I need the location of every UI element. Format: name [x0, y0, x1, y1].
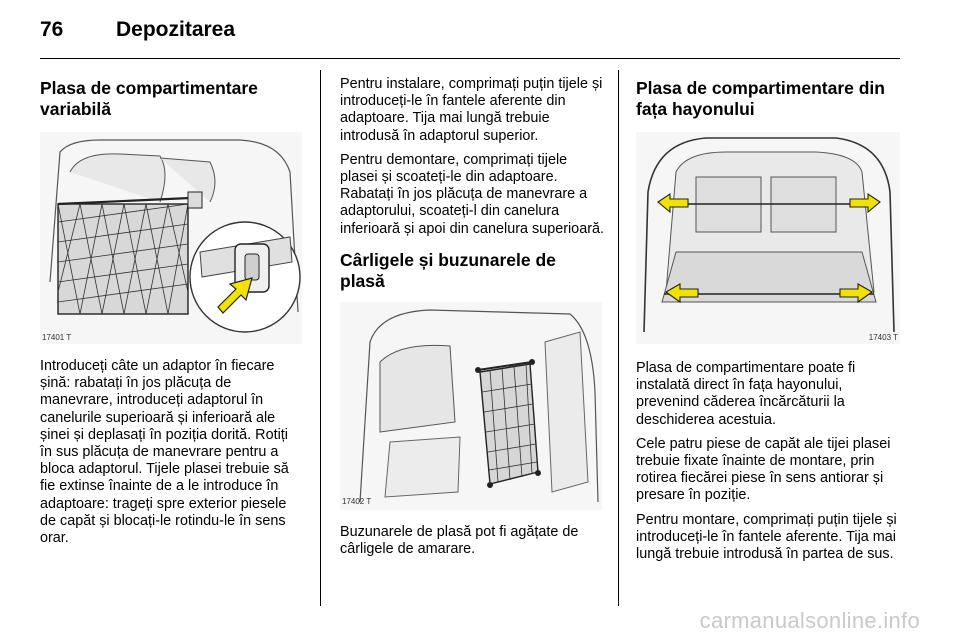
figure-variable-net — [40, 132, 302, 344]
figure-tailgate-net — [636, 132, 900, 344]
heading-variable-net: Plasa de compartimentare variabilă — [40, 78, 258, 119]
paragraph-install-net: Pentru instalare, comprimați puțin tijele și introduceți-le în fantele aferente din adaptoare. Tija mai lungă trebuie introdusă în adaptorul superior. — [340, 76, 603, 144]
paragraph-end-pieces: Cele patru piese de capăt ale tijei plasei trebuie fixate înainte de montare, prin rotirea fiecărei piese în sens antiorar și presare în poziție. — [636, 435, 891, 504]
paragraph-remove-net: Pentru demontare, comprimați tijele plasei și scoateți-le din adaptoare. Rabatați în jos plăcuța de manevrare a adaptorului, scoateți-l din canelura inferioară și apoi din canelura superioară. — [340, 151, 604, 237]
figure-code: 17401 T — [42, 333, 72, 342]
figure-code: 17402 T — [342, 496, 372, 506]
illustration-rail-adaptor — [40, 132, 302, 344]
header-rule — [40, 58, 900, 59]
paragraph-install-adaptor: Introduceți câte un adaptor în fiecare șină: rabatați în jos plăcuța de manevrare, introduceți adaptorul în canelurile superioară și inferioară ale șinei și deplasați în poziția dorită. Rotiți în sus plăcuța de manevrare pentru a bloca adaptorul. Tijele plasei trebuie să fie extinse înainte de a le introduce în adaptoare: trageți spre exterior piesele de capăt și blocați-le rotindu-le în sens orar. — [40, 358, 289, 547]
page-number: 76 — [40, 18, 64, 41]
column-2 — [340, 66, 604, 565]
column-3 — [636, 66, 900, 570]
heading-tailgate-net: Plasa de compartimentare din fața hayonului — [636, 78, 885, 119]
heading-hooks-pockets: Cârligele și buzunarele de plasă — [340, 249, 556, 291]
column-1 — [40, 66, 302, 554]
figure-code: 17403 T — [868, 333, 898, 342]
section-title: Depozitarea — [116, 18, 236, 41]
illustration-tailgate-net — [636, 132, 900, 344]
figure-net-pocket — [340, 302, 602, 510]
cargo-net — [58, 204, 188, 314]
paragraph-tailgate-intro: Plasa de compartimentare poate fi instalată direct în fața hayonului, prevenind căderea încărcăturii la deschiderea acestuia. — [636, 360, 856, 428]
illustration-net-pocket — [340, 302, 602, 510]
paragraph-tailgate-install: Pentru montare, comprimați puțin tijele și introduceți-le în fantele aferente. Tija mai lungă trebuie introdusă în partea de sus. — [636, 511, 897, 563]
column-divider-2 — [618, 70, 619, 606]
paragraph-pockets-hooks: Buzunarele de plasă pot fi agățate de cârligele de amarare. — [340, 523, 579, 558]
net-pocket — [480, 364, 538, 484]
column-divider-1 — [320, 70, 321, 606]
page-header — [40, 18, 235, 48]
watermark: carmanualsonline.info — [699, 608, 920, 633]
